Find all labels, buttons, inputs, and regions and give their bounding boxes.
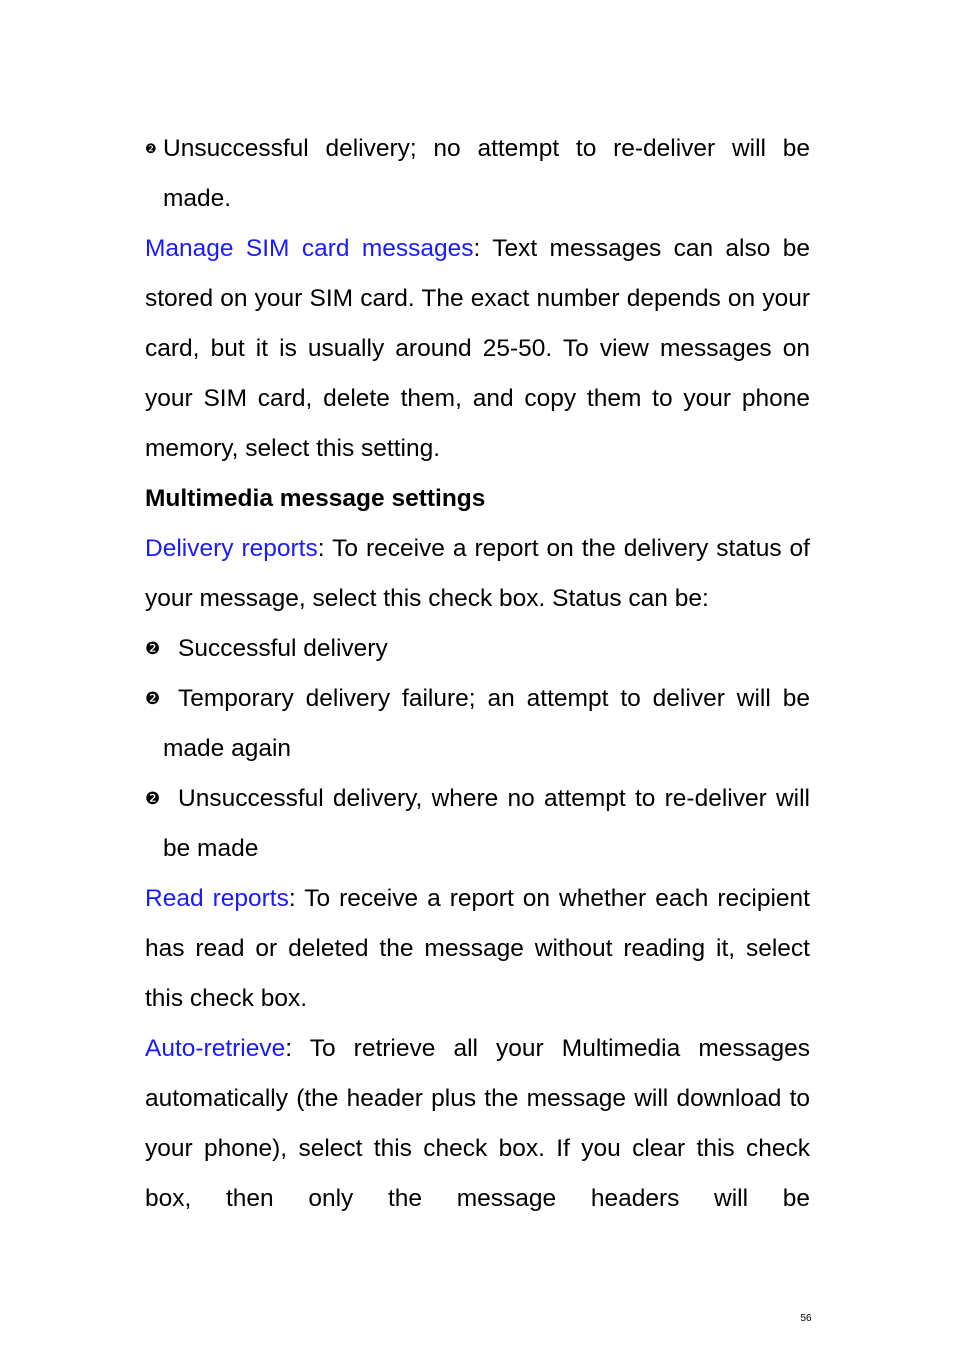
- section-heading: Multimedia message settings: [145, 485, 486, 512]
- document-page: [145, 124, 810, 1224]
- bullet-icon: ❷: [145, 141, 157, 156]
- paragraph-text: : To receive a report on whether each recipient has read or deleted the message without reading it, select this check box.: [145, 885, 810, 1012]
- paragraph-read-reports: [145, 874, 810, 1024]
- bullet-item-temporary: [145, 674, 810, 774]
- bullet-icon: ❷: [145, 789, 161, 808]
- bullet-text: Unsuccessful delivery; no attempt to re-deliver will be made.: [163, 135, 810, 212]
- bullet-text-inner: Unsuccessful delivery, where no attempt to re-deliver will be made: [163, 785, 810, 862]
- paragraph-text: : To receive a report on the delivery status of your message, select this check box. Status can be:: [145, 535, 810, 612]
- paragraph-manage-sim: [145, 224, 810, 474]
- term-read-reports: Read reports: [145, 885, 289, 912]
- paragraph-auto-retrieve: [145, 1024, 810, 1224]
- term-delivery-reports: Delivery reports: [145, 535, 318, 562]
- bullet-item-unsuccessful-2: [145, 774, 810, 874]
- term-manage-sim: Manage SIM card messages: [145, 235, 474, 262]
- paragraph-delivery-reports: [145, 524, 810, 624]
- paragraph-text: : To retrieve all your Multimedia messages automatically (the header plus the message will download to your phone), select this check box. If you clear this check box, then only the message headers will be: [145, 1035, 810, 1212]
- bullet-text: [163, 774, 810, 874]
- bullet-item-unsuccessful: [145, 124, 810, 224]
- bullet-text: Successful delivery: [178, 635, 388, 662]
- bullet-icon: ❷: [145, 689, 161, 708]
- bullet-text-inner: Temporary delivery failure; an attempt to deliver will be made again: [163, 685, 810, 762]
- page-number: 56: [800, 1313, 812, 1324]
- paragraph-text: : Text messages can also be stored on your SIM card. The exact number depends on your card, but it is usually around 25-50. To view messages on your SIM card, delete them, and copy them to your phone memory, select this setting.: [145, 235, 810, 462]
- bullet-icon: ❷: [145, 639, 161, 658]
- bullet-text: [163, 674, 810, 774]
- term-auto-retrieve: Auto-retrieve: [145, 1035, 286, 1062]
- bullet-item-successful: [145, 624, 810, 674]
